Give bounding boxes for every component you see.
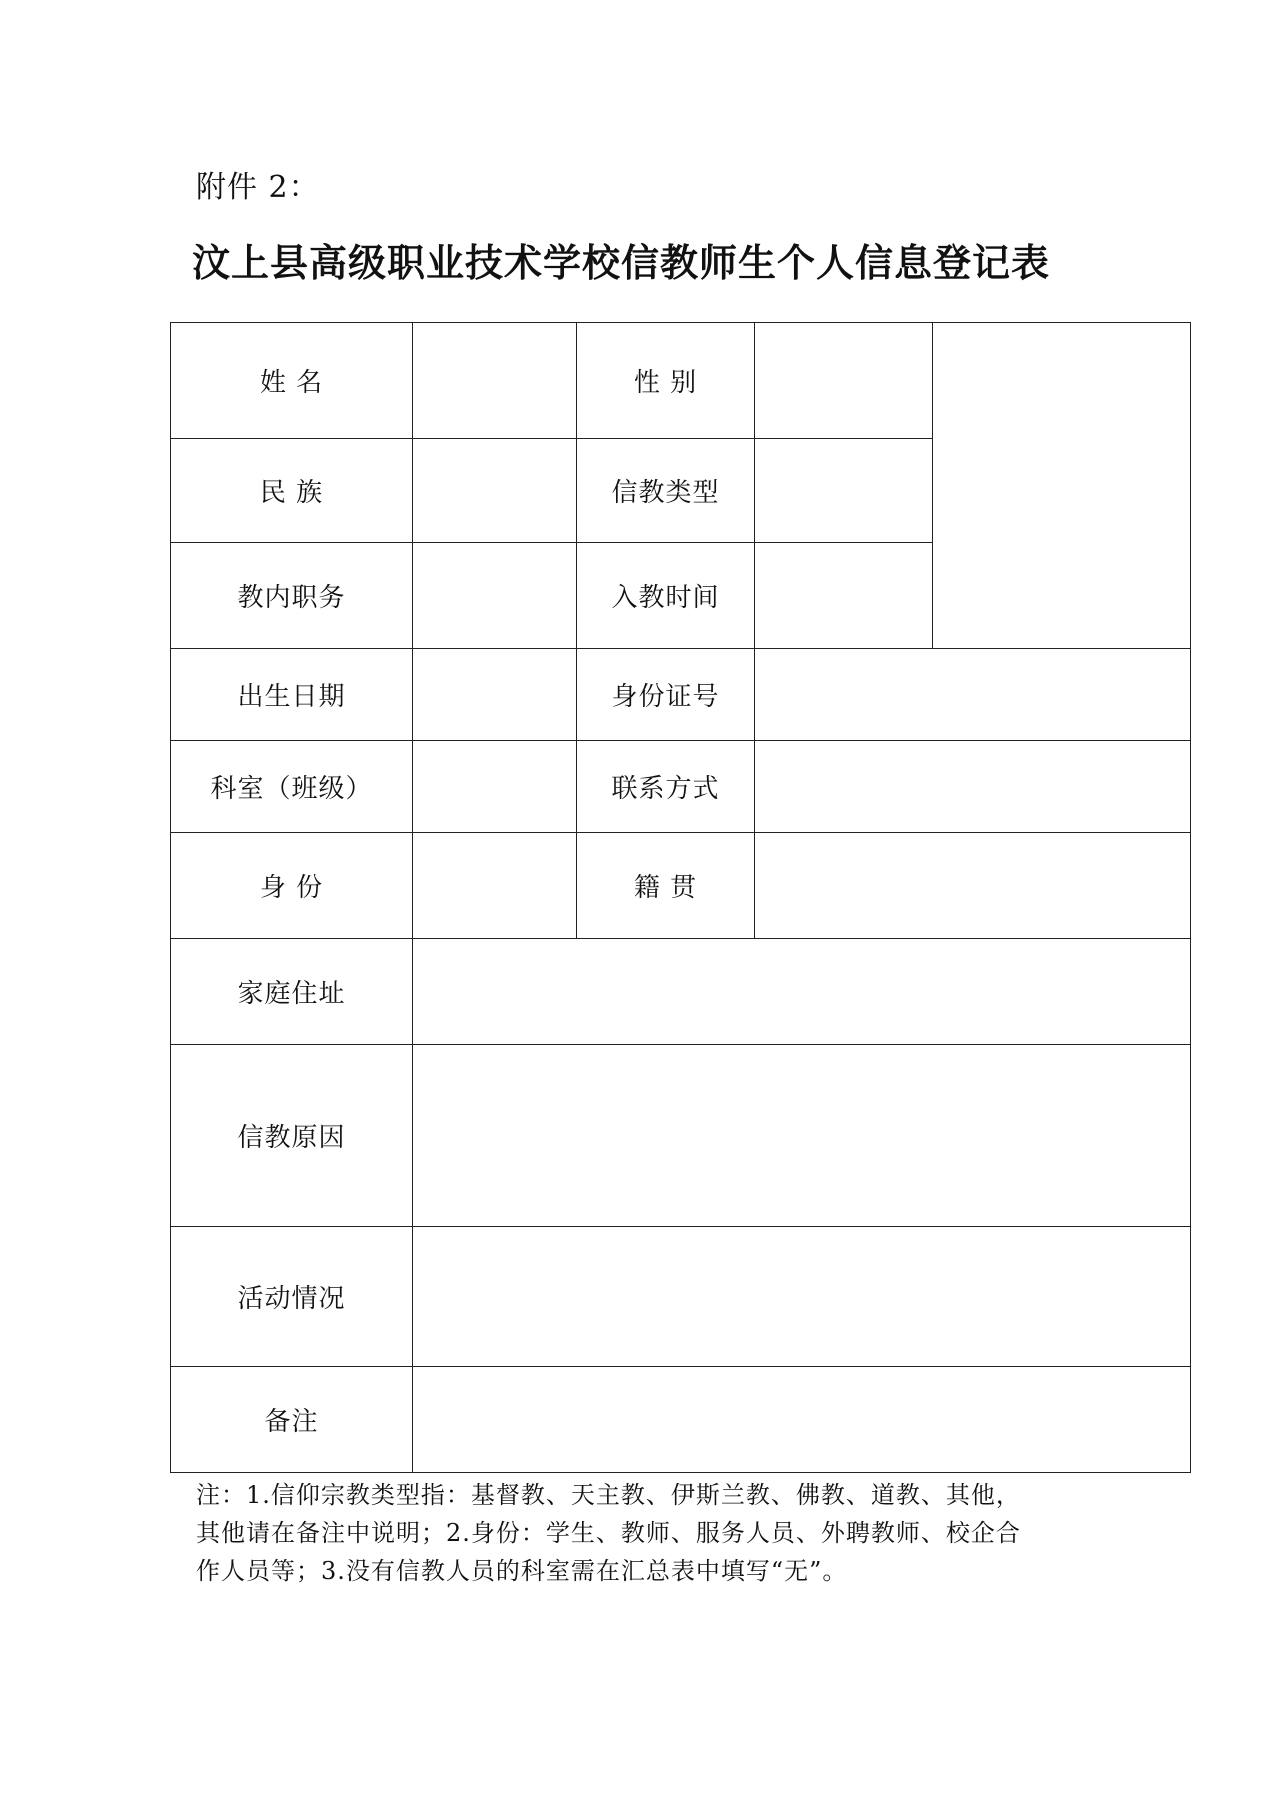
birth-date-label: 出生日期 (171, 649, 413, 741)
gender-field[interactable] (755, 323, 933, 439)
activity-field[interactable] (413, 1227, 1191, 1367)
religion-type-field[interactable] (755, 439, 933, 543)
birth-date-field[interactable] (413, 649, 577, 741)
remarks-field[interactable] (413, 1367, 1191, 1473)
join-time-field[interactable] (755, 543, 933, 649)
native-place-label: 籍 贯 (577, 833, 755, 939)
religion-type-label: 信教类型 (577, 439, 755, 543)
ethnicity-field[interactable] (413, 439, 577, 543)
footnote-line-2: 其他请在备注中说明；2.身份：学生、教师、服务人员、外聘教师、校企合 (196, 1519, 1021, 1547)
reason-field[interactable] (413, 1045, 1191, 1227)
registration-form-table (170, 322, 1191, 1473)
form-row-reason (171, 1045, 1191, 1227)
contact-field[interactable] (755, 741, 1191, 833)
home-address-label: 家庭住址 (171, 939, 413, 1045)
remarks-label: 备注 (171, 1367, 413, 1473)
name-label: 姓 名 (171, 323, 413, 439)
form-row-activity (171, 1227, 1191, 1367)
activity-label: 活动情况 (171, 1227, 413, 1367)
join-time-label: 入教时间 (577, 543, 755, 649)
ethnicity-label: 民 族 (171, 439, 413, 543)
home-address-field[interactable] (413, 939, 1191, 1045)
footnote-line-1: 注：1.信仰宗教类型指：基督教、天主教、伊斯兰教、佛教、道教、其他， (196, 1481, 1021, 1509)
form-row-department (171, 741, 1191, 833)
footnote (196, 1476, 1096, 1590)
native-place-field[interactable] (755, 833, 1191, 939)
reason-label: 信教原因 (171, 1045, 413, 1227)
department-label: 科室（班级） (171, 741, 413, 833)
attachment-label: 附件 2： (196, 170, 320, 205)
name-field[interactable] (413, 323, 577, 439)
gender-label: 性 别 (577, 323, 755, 439)
footnote-line-3: 作人员等；3.没有信教人员的科室需在汇总表中填写“无”。 (196, 1557, 848, 1585)
church-position-field[interactable] (413, 543, 577, 649)
form-row-birth (171, 649, 1191, 741)
contact-label: 联系方式 (577, 741, 755, 833)
id-number-field[interactable] (755, 649, 1191, 741)
id-number-label: 身份证号 (577, 649, 755, 741)
form-row-remarks (171, 1367, 1191, 1473)
form-row-identity (171, 833, 1191, 939)
form-row-address (171, 939, 1191, 1045)
department-field[interactable] (413, 741, 577, 833)
page-title: 汶上县高级职业技术学校信教师生个人信息登记表 (191, 240, 1050, 285)
church-position-label: 教内职务 (171, 543, 413, 649)
photo-area[interactable] (933, 323, 1191, 649)
form-row-name (171, 323, 1191, 439)
identity-label: 身 份 (171, 833, 413, 939)
identity-field[interactable] (413, 833, 577, 939)
